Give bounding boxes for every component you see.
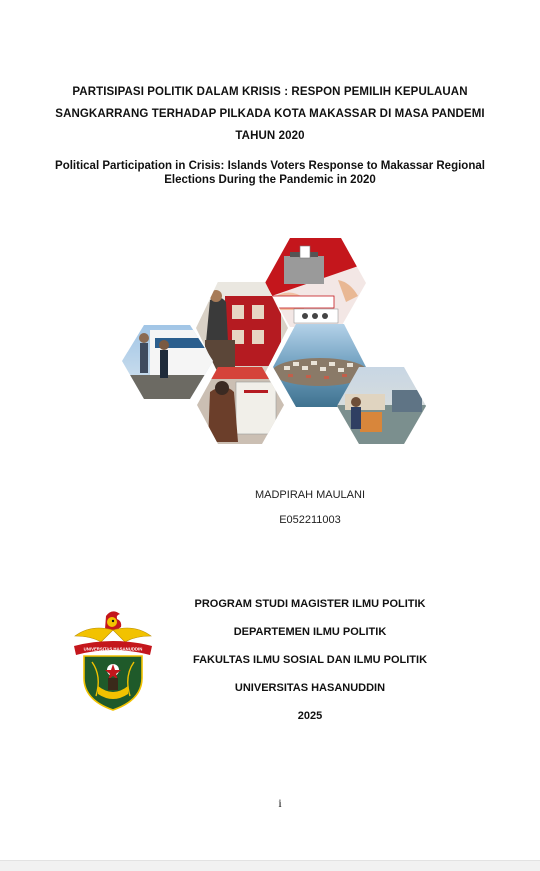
voter-at-booth-photo: [195, 365, 287, 447]
title-id-line-1: PARTISIPASI POLITIK DALAM KRISIS : RESPON PEMILIH KEPULAUAN: [72, 86, 468, 98]
program-name: PROGRAM STUDI MAGISTER ILMU POLITIK: [194, 598, 426, 610]
faculty-name: FAKULTAS ILMU SOSIAL DAN ILMU POLITIK: [192, 654, 428, 666]
title-id-line-2: SANGKARRANG TERHADAP PILKADA KOTA MAKASSAR DI MASA PANDEMI: [55, 108, 485, 120]
page-number: i: [278, 796, 282, 810]
student-id: E052211003: [279, 514, 341, 526]
page-bottom-edge: [0, 860, 540, 871]
university-logo: [70, 608, 156, 712]
university-name: UNIVERSITAS HASANUDDIN: [234, 682, 386, 694]
department-name: DEPARTEMEN ILMU POLITIK: [233, 626, 387, 638]
logo-emblem-text: UNIVERSITAS HASANUDDIN: [83, 646, 143, 652]
year: 2025: [297, 710, 323, 722]
title-en-line-1: Political Participation in Crisis: Islands Voters Response to Makassar Regional: [55, 160, 485, 172]
author-name: MADPIRAH MAULANI: [254, 489, 366, 501]
title-id-line-3: TAHUN 2020: [235, 130, 305, 142]
title-en-line-2: Elections During the Pandemic in 2020: [164, 174, 376, 186]
